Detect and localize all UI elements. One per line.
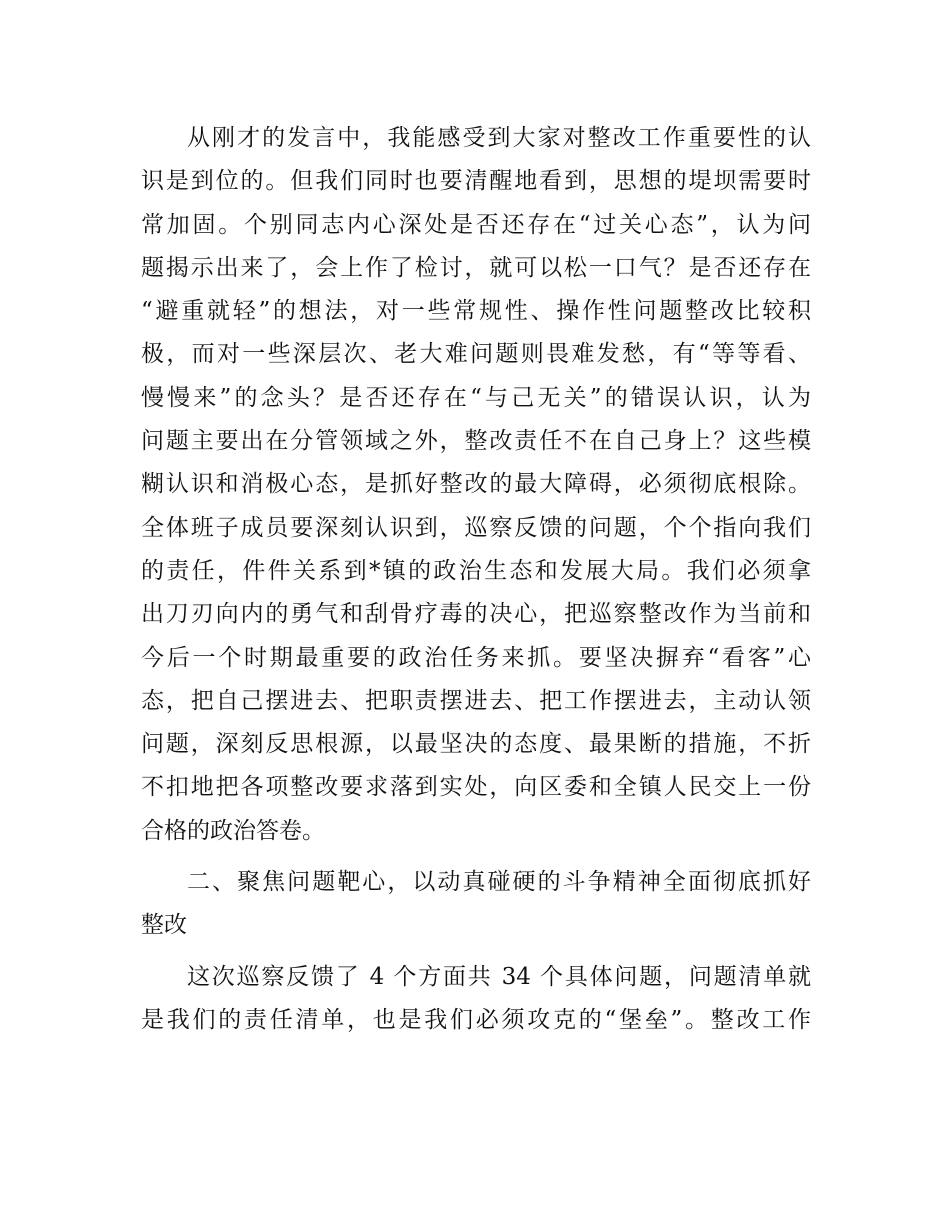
text-line: 这次巡察反馈了 4 个方面共 34 个具体问题，问题清单就 xyxy=(187,963,811,990)
text-line: 全体班子成员要深刻认识到，巡察反馈的问题，个个指向我们 xyxy=(141,514,811,541)
text-line: 合格的政治答卷。 xyxy=(141,817,325,844)
paragraph-spacer xyxy=(141,853,811,861)
text-line: 是我们的责任清单，也是我们必须攻克的“堡垒”。整改工作 xyxy=(141,1006,811,1033)
section-heading xyxy=(141,861,811,948)
paragraph-1 xyxy=(141,117,811,853)
document-body xyxy=(141,117,811,1042)
text-line: 问题主要出在分管领域之外，整改责任不在自己身上？这些模 xyxy=(141,428,811,455)
text-line: 问题，深刻反思根源，以最坚决的态度、最果断的措施，不折 xyxy=(141,731,811,758)
text-line: 出刀刃向内的勇气和刮骨疗毒的决心，把巡察整改作为当前和 xyxy=(141,601,811,628)
text-line: 极，而对一些深层次、老大难问题则畏难发愁，有“等等看、 xyxy=(141,341,811,368)
text-line: 从刚才的发言中，我能感受到大家对整改工作重要性的认 xyxy=(187,125,811,151)
paragraph-2 xyxy=(141,956,811,1043)
text-line: 态，把自己摆进去、把职责摆进去、把工作摆进去，主动认领 xyxy=(141,687,811,714)
text-line: 题揭示出来了，会上作了检讨，就可以松一口气？是否还存在 xyxy=(141,254,811,281)
text-line: 常加固。个别同志内心深处是否还存在“过关心态”，认为问 xyxy=(141,211,811,238)
heading-line: 二、聚焦问题靶心，以动真碰硬的斗争精神全面彻底抓好 xyxy=(187,869,811,896)
text-line: 的责任，件件关系到*镇的政治生态和发展大局。我们必须拿 xyxy=(141,557,811,584)
heading-line: 整改 xyxy=(141,912,187,939)
paragraph-spacer xyxy=(141,948,811,956)
text-line: “避重就轻”的想法，对一些常规性、操作性问题整改比较积 xyxy=(141,298,811,325)
text-line: 识是到位的。但我们同时也要清醒地看到，思想的堤坝需要时 xyxy=(141,168,811,195)
text-line: 糊认识和消极心态，是抓好整改的最大障碍，必须彻底根除。 xyxy=(141,471,811,498)
text-line: 今后一个时期最重要的政治任务来抓。要坚决摒弃“看客”心 xyxy=(141,644,811,671)
text-line: 慢慢来”的念头？是否还存在“与己无关”的错误认识，认为 xyxy=(141,384,811,411)
text-line: 不扣地把各项整改要求落到实处，向区委和全镇人民交上一份 xyxy=(141,774,811,801)
